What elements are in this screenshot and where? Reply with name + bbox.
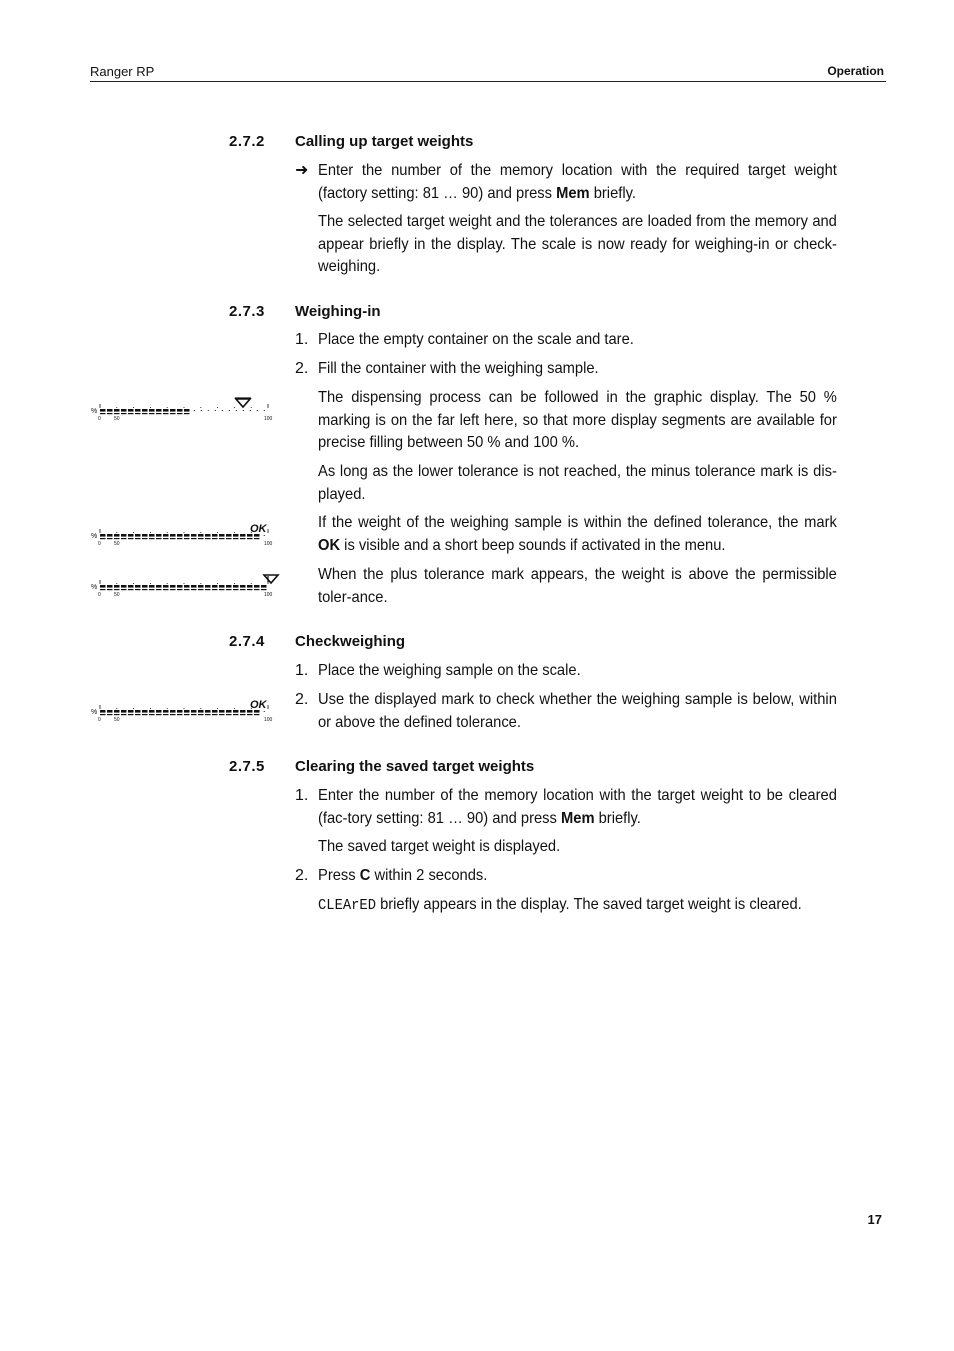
bar-segment bbox=[184, 585, 190, 588]
ok-mark: OK bbox=[250, 699, 267, 711]
scale-label-0: 0 bbox=[98, 541, 101, 547]
bar-segment bbox=[142, 538, 148, 539]
bar-segment bbox=[191, 589, 197, 590]
paragraph: Enter the number of the memory location with the required target weight (factory setting: 81 … 90) and press Mem briefly. bbox=[318, 162, 837, 202]
bar-segment bbox=[121, 534, 127, 537]
bar-segment bbox=[226, 585, 232, 588]
bar-segment bbox=[100, 409, 106, 412]
percent-label: % bbox=[91, 584, 98, 591]
bar-dot bbox=[264, 711, 265, 712]
bar-segment bbox=[254, 589, 260, 590]
bar-segment bbox=[114, 710, 120, 713]
bar-segment bbox=[191, 710, 197, 713]
bar-segment bbox=[156, 710, 162, 713]
bar-segment bbox=[184, 534, 190, 537]
section-title: Clearing the saved target weights bbox=[295, 758, 535, 775]
bar-segment bbox=[114, 538, 120, 539]
bar-segment bbox=[142, 585, 148, 588]
list-item: Press C within 2 seconds. bbox=[318, 867, 488, 884]
bar-segment bbox=[233, 710, 239, 713]
bar-segment bbox=[156, 589, 162, 590]
bar-segment bbox=[205, 710, 211, 713]
bar-segment bbox=[170, 585, 176, 588]
tolerance-display-ok bbox=[90, 521, 282, 547]
bar-segment bbox=[191, 534, 197, 537]
bar-segment bbox=[198, 714, 204, 715]
bar-segment bbox=[240, 585, 246, 588]
bar-segment bbox=[135, 538, 141, 539]
bar-segment bbox=[240, 714, 246, 715]
bar-segment bbox=[226, 534, 232, 537]
bar-segment bbox=[135, 534, 141, 537]
bar-segment bbox=[156, 534, 162, 537]
bar-segment bbox=[170, 714, 176, 715]
bar-segment bbox=[163, 413, 169, 414]
bar-segment bbox=[135, 413, 141, 414]
bar-segment bbox=[191, 585, 197, 588]
bar-segment bbox=[114, 534, 120, 537]
bar-segment bbox=[100, 538, 106, 539]
bar-segment bbox=[261, 589, 267, 590]
bar-segment bbox=[254, 538, 260, 539]
bar-segment bbox=[240, 534, 246, 537]
bar-segment bbox=[100, 585, 106, 588]
bar-segment bbox=[163, 585, 169, 588]
bar-segment bbox=[135, 714, 141, 715]
bar-segment bbox=[128, 534, 134, 537]
bar-dot bbox=[229, 410, 230, 411]
bar-segment bbox=[205, 585, 211, 588]
bar-segment bbox=[149, 534, 155, 537]
bar-segment bbox=[212, 585, 218, 588]
bar-segment bbox=[184, 409, 190, 412]
bar-segment bbox=[149, 538, 155, 539]
bar-segment bbox=[149, 409, 155, 412]
plus-tolerance-icon bbox=[264, 575, 278, 583]
bar-segment bbox=[247, 714, 253, 715]
bar-dot bbox=[194, 410, 195, 411]
page-number: 17 bbox=[867, 1212, 882, 1227]
bar-segment bbox=[205, 538, 211, 539]
bar-segment bbox=[212, 534, 218, 537]
bar-segment bbox=[142, 413, 148, 414]
bar-segment bbox=[128, 538, 134, 539]
bar-segment bbox=[114, 714, 120, 715]
bar-segment bbox=[226, 714, 232, 715]
bar-dot bbox=[222, 410, 223, 411]
list-item: Fill the container with the weighing sample. bbox=[318, 360, 599, 377]
list-number: 1. bbox=[295, 331, 309, 348]
list-number: 2. bbox=[295, 360, 309, 377]
scale-label-0: 0 bbox=[98, 416, 101, 422]
bar-segment bbox=[142, 534, 148, 537]
bar-segment bbox=[184, 538, 190, 539]
bar-segment bbox=[170, 538, 176, 539]
paragraph: If the weight of the weighing sample is within the defined tolerance, the mark OK is visible and a short beep sounds if activated in the menu. bbox=[318, 514, 837, 554]
bar-segment bbox=[163, 714, 169, 715]
bar-segment bbox=[170, 589, 176, 590]
bar-segment bbox=[219, 710, 225, 713]
bar-segment bbox=[177, 585, 183, 588]
bar-segment bbox=[240, 538, 246, 539]
bar-segment bbox=[261, 585, 267, 588]
list-number: 1. bbox=[295, 787, 309, 804]
bar-segment bbox=[177, 534, 183, 537]
bar-segment bbox=[121, 413, 127, 414]
bar-segment bbox=[142, 589, 148, 590]
bar-segment bbox=[149, 710, 155, 713]
paragraph: CLEArED briefly appears in the display. The saved target weight is cleared. bbox=[318, 896, 802, 914]
bar-segment bbox=[121, 585, 127, 588]
bar-segment bbox=[135, 589, 141, 590]
bar-segment bbox=[100, 413, 106, 414]
bar-segment bbox=[198, 710, 204, 713]
section-number: 2.7.2 bbox=[229, 133, 265, 150]
section-number: 2.7.5 bbox=[229, 758, 265, 775]
bar-segment bbox=[156, 538, 162, 539]
bar-segment bbox=[226, 589, 232, 590]
bar-segment bbox=[240, 589, 246, 590]
section-number: 2.7.4 bbox=[229, 633, 265, 650]
bar-segment bbox=[107, 589, 113, 590]
bar-segment bbox=[198, 589, 204, 590]
bar-segment bbox=[198, 538, 204, 539]
paragraph: When the plus tolerance mark appears, the weight is above the permissible toler-ance. bbox=[318, 566, 837, 606]
bar-segment bbox=[219, 538, 225, 539]
bar-segment bbox=[177, 589, 183, 590]
bar-segment bbox=[107, 413, 113, 414]
section-title: Checkweighing bbox=[295, 633, 406, 650]
bar-segment bbox=[177, 538, 183, 539]
bar-segment bbox=[121, 589, 127, 590]
bar-segment bbox=[107, 714, 113, 715]
bar-dot bbox=[201, 410, 202, 411]
list-number: 1. bbox=[295, 662, 309, 679]
bar-segment bbox=[177, 409, 183, 412]
scale-label-100: 100 bbox=[264, 416, 273, 422]
bar-segment bbox=[135, 710, 141, 713]
bar-segment bbox=[247, 589, 253, 590]
bar-segment bbox=[128, 589, 134, 590]
bar-segment bbox=[170, 534, 176, 537]
bar-segment bbox=[198, 534, 204, 537]
header-product: Ranger RP bbox=[90, 64, 155, 79]
paragraph: The dispensing process can be followed in the graphic display. The 50 % marking is on the far left here, so that more display segments are available for precise filling between 50 % and 100 %. bbox=[318, 389, 837, 451]
list-number: 2. bbox=[295, 867, 309, 884]
bar-segment bbox=[107, 409, 113, 412]
bar-segment bbox=[240, 710, 246, 713]
bar-segment bbox=[191, 714, 197, 715]
bar-segment bbox=[163, 710, 169, 713]
bar-segment bbox=[170, 413, 176, 414]
header-rule bbox=[90, 81, 886, 82]
scale-label-50: 50 bbox=[114, 541, 120, 547]
bar-dot bbox=[264, 535, 265, 536]
list-item: Place the empty container on the scale and tare. bbox=[318, 331, 634, 348]
percent-label: % bbox=[91, 408, 98, 415]
bar-segment bbox=[233, 538, 239, 539]
bar-segment bbox=[163, 534, 169, 537]
bar-segment bbox=[226, 538, 232, 539]
bar-dot bbox=[264, 410, 265, 411]
bar-segment bbox=[184, 710, 190, 713]
percent-label: % bbox=[91, 709, 98, 716]
bar-segment bbox=[184, 714, 190, 715]
bar-segment bbox=[156, 409, 162, 412]
bar-segment bbox=[219, 534, 225, 537]
bar-dot bbox=[243, 410, 244, 411]
scale-label-100: 100 bbox=[264, 717, 273, 723]
bar-segment bbox=[128, 585, 134, 588]
section-number: 2.7.3 bbox=[229, 303, 265, 320]
scale-label-100: 100 bbox=[264, 541, 273, 547]
paragraph: The selected target weight and the tolerances are loaded from the memory and appear briefly in the display. The scale is now ready for weighing-in or check-weighing. bbox=[318, 213, 837, 275]
bar-segment bbox=[156, 413, 162, 414]
bar-segment bbox=[107, 534, 113, 537]
bar-segment bbox=[100, 710, 106, 713]
bar-segment bbox=[156, 714, 162, 715]
bar-segment bbox=[142, 409, 148, 412]
bar-segment bbox=[212, 710, 218, 713]
bar-segment bbox=[212, 714, 218, 715]
bar-segment bbox=[135, 585, 141, 588]
bar-segment bbox=[163, 409, 169, 412]
section-title: Calling up target weights bbox=[295, 133, 474, 150]
percent-label: % bbox=[91, 533, 98, 540]
bar-segment bbox=[128, 714, 134, 715]
scale-label-50: 50 bbox=[114, 717, 120, 723]
bar-segment bbox=[121, 710, 127, 713]
bar-segment bbox=[128, 710, 134, 713]
bar-segment bbox=[247, 585, 253, 588]
ok-mark: OK bbox=[250, 523, 267, 535]
tolerance-display-plus bbox=[90, 572, 282, 598]
bar-segment bbox=[254, 585, 260, 588]
bar-segment bbox=[177, 714, 183, 715]
bar-segment bbox=[219, 585, 225, 588]
bar-segment bbox=[100, 714, 106, 715]
bar-segment bbox=[205, 534, 211, 537]
list-item: Place the weighing sample on the scale. bbox=[318, 662, 581, 679]
bar-segment bbox=[149, 585, 155, 588]
bar-segment bbox=[219, 714, 225, 715]
bar-segment bbox=[114, 589, 120, 590]
bar-segment bbox=[100, 534, 106, 537]
bar-segment bbox=[107, 585, 113, 588]
tolerance-display-ok bbox=[90, 697, 282, 723]
bar-segment bbox=[254, 714, 260, 715]
header-chapter: Operation bbox=[827, 64, 884, 78]
bar-segment bbox=[184, 413, 190, 414]
tolerance-display-minus bbox=[90, 396, 282, 422]
bar-segment bbox=[156, 585, 162, 588]
scale-label-100: 100 bbox=[264, 592, 273, 598]
bar-dot bbox=[250, 410, 251, 411]
bar-segment bbox=[233, 585, 239, 588]
bar-segment bbox=[226, 710, 232, 713]
bar-segment bbox=[114, 413, 120, 414]
bar-segment bbox=[233, 534, 239, 537]
bar-segment bbox=[205, 714, 211, 715]
bar-segment bbox=[170, 409, 176, 412]
bar-segment bbox=[233, 589, 239, 590]
bar-segment bbox=[107, 538, 113, 539]
list-number: 2. bbox=[295, 691, 309, 708]
bar-segment bbox=[149, 714, 155, 715]
arrow-icon: ➜ bbox=[295, 162, 309, 179]
bar-segment bbox=[219, 589, 225, 590]
bar-segment bbox=[121, 714, 127, 715]
bar-segment bbox=[184, 589, 190, 590]
bar-segment bbox=[121, 538, 127, 539]
paragraph: As long as the lower tolerance is not reached, the minus tolerance mark is dis-played. bbox=[318, 463, 837, 503]
bar-segment bbox=[177, 413, 183, 414]
bar-segment bbox=[128, 413, 134, 414]
scale-label-0: 0 bbox=[98, 592, 101, 598]
bar-segment bbox=[121, 409, 127, 412]
bar-segment bbox=[212, 538, 218, 539]
bar-segment bbox=[212, 589, 218, 590]
bar-segment bbox=[128, 409, 134, 412]
paragraph: The saved target weight is displayed. bbox=[318, 838, 561, 855]
scale-label-50: 50 bbox=[114, 416, 120, 422]
bar-segment bbox=[135, 409, 141, 412]
bar-segment bbox=[177, 710, 183, 713]
bar-segment bbox=[247, 538, 253, 539]
scale-label-0: 0 bbox=[98, 717, 101, 723]
bar-dot bbox=[215, 410, 216, 411]
bar-dot bbox=[208, 410, 209, 411]
display-code: CLEArED bbox=[318, 897, 376, 914]
list-item: Use the displayed mark to check whether the weighing sample is below, within or above the defined tolerance. bbox=[318, 691, 837, 731]
bar-dot bbox=[257, 410, 258, 411]
bar-segment bbox=[107, 710, 113, 713]
section-title: Weighing-in bbox=[295, 303, 381, 320]
bar-segment bbox=[100, 589, 106, 590]
list-item: Enter the number of the memory location with the target weight to be cleared (fac-tory setting: 81 … 90) and press Mem briefly. bbox=[318, 787, 837, 827]
bar-segment bbox=[142, 714, 148, 715]
minus-tolerance-icon bbox=[236, 399, 250, 407]
bar-segment bbox=[198, 585, 204, 588]
scale-label-50: 50 bbox=[114, 592, 120, 598]
bar-segment bbox=[114, 409, 120, 412]
bar-segment bbox=[233, 714, 239, 715]
bar-segment bbox=[142, 710, 148, 713]
bar-segment bbox=[205, 589, 211, 590]
bar-segment bbox=[170, 710, 176, 713]
bar-segment bbox=[191, 538, 197, 539]
bar-segment bbox=[149, 589, 155, 590]
bar-dot bbox=[236, 410, 237, 411]
bar-segment bbox=[163, 538, 169, 539]
bar-segment bbox=[114, 585, 120, 588]
bar-segment bbox=[149, 413, 155, 414]
bar-segment bbox=[163, 589, 169, 590]
